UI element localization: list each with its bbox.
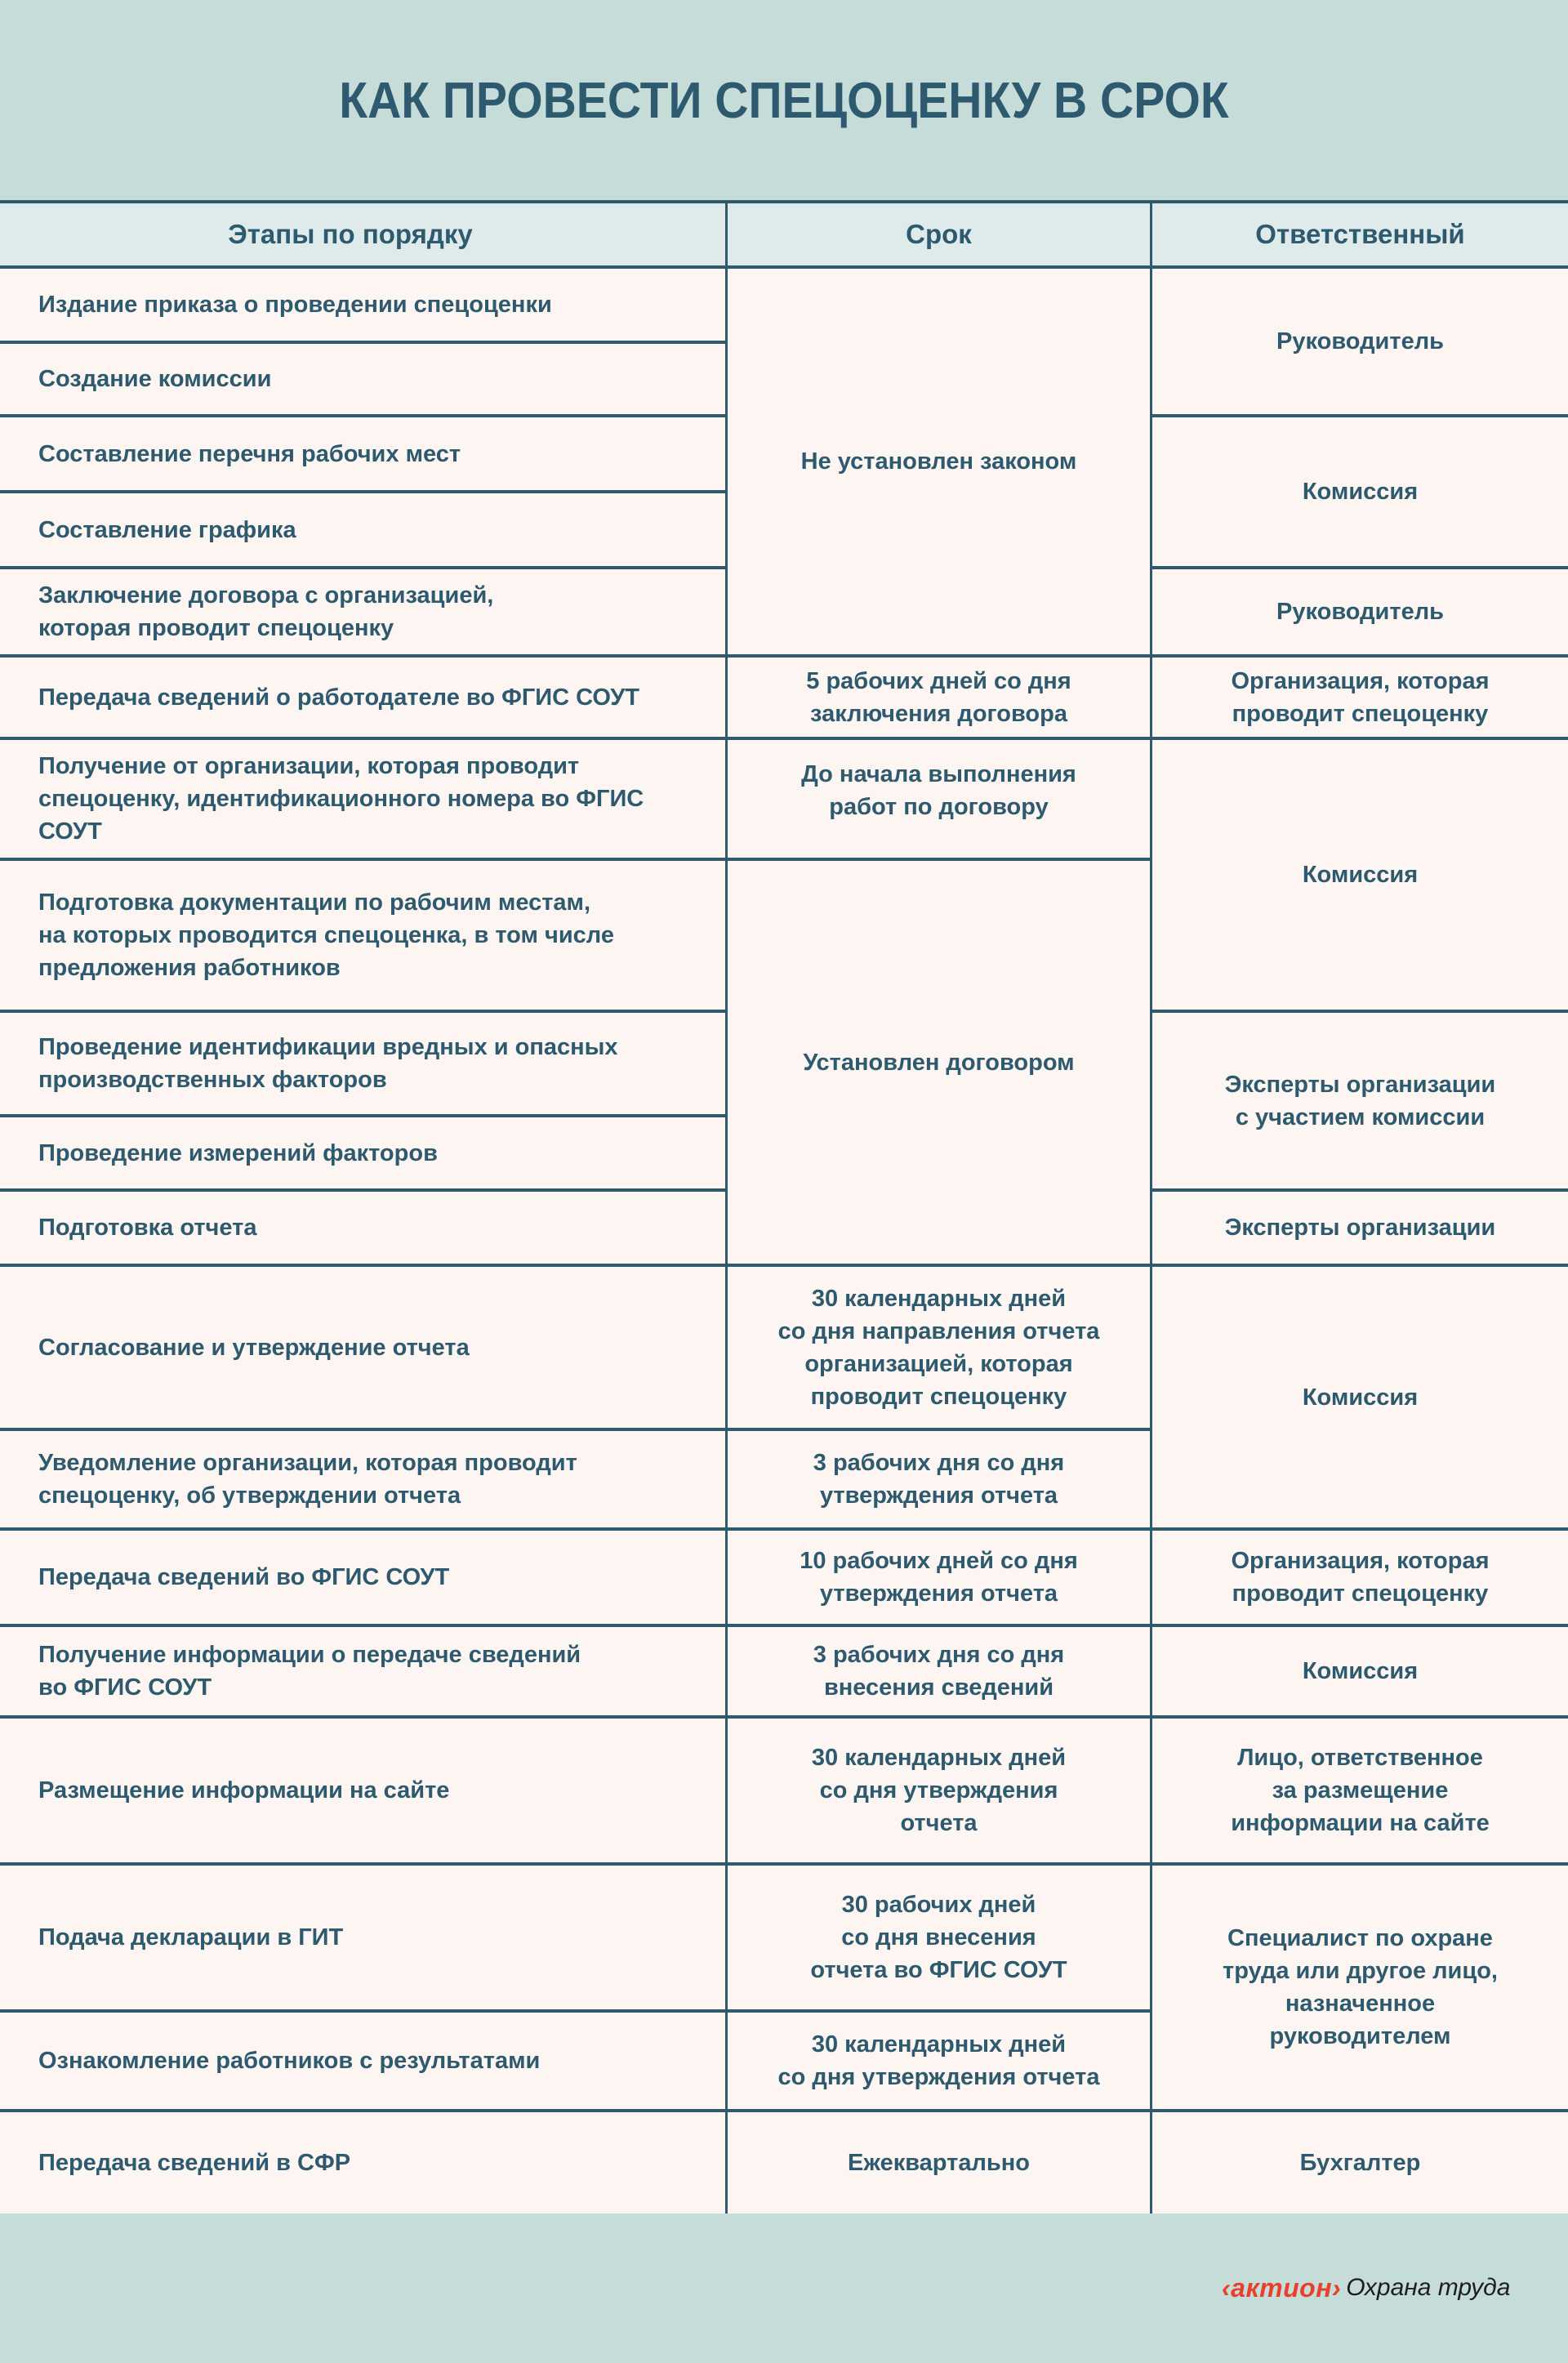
responsible-cell: Комиссия	[1152, 417, 1568, 569]
stage-cell: Проведение измерений факторов	[0, 1117, 728, 1192]
stage-cell: Составление перечня рабочих мест	[0, 417, 728, 493]
stage-cell: Уведомление организации, которая проводит спецоценку, об утверждении отчета	[0, 1431, 728, 1531]
stage-cell: Подготовка отчета	[0, 1192, 728, 1267]
stage-cell: Передача сведений о работодателе во ФГИС СОУТ	[0, 658, 728, 740]
responsible-cell: Комиссия	[1152, 1267, 1568, 1531]
deadline-cell: Не установлен законом	[728, 269, 1152, 658]
deadline-cell: Установлен договором	[728, 861, 1152, 1267]
stage-cell: Создание комиссии	[0, 344, 728, 417]
stage-cell: Подготовка документации по рабочим местам, на которых проводится спецоценка, в том числе предложения работников	[0, 861, 728, 1013]
stage-cell: Составление графика	[0, 493, 728, 569]
responsible-cell: Бухгалтер	[1152, 2112, 1568, 2214]
aktion-logo	[1222, 2272, 1510, 2304]
deadline-cell: 30 рабочих дней со дня внесения отчета во ФГИС СОУТ	[728, 1866, 1152, 2013]
responsible-cell: Комиссия	[1152, 740, 1568, 1013]
deadline-cell: 10 рабочих дней со дня утверждения отчета	[728, 1531, 1152, 1627]
responsible-cell: Руководитель	[1152, 269, 1568, 417]
schedule-table	[0, 200, 1568, 2210]
stage-cell: Ознакомление работников с результатами	[0, 2013, 728, 2112]
deadline-cell: 30 календарных дней со дня направления отчета организацией, которая проводит спецоценку	[728, 1267, 1152, 1431]
stage-cell: Размещение информации на сайте	[0, 1719, 728, 1866]
responsible-cell: Лицо, ответственное за размещение информации на сайте	[1152, 1719, 1568, 1866]
page-title: КАК ПРОВЕСТИ СПЕЦОЦЕНКУ В СРОК	[339, 73, 1229, 129]
stage-cell: Издание приказа о проведении спецоценки	[0, 269, 728, 344]
stage-cell: Получение от организации, которая проводит спецоценку, идентификационного номера во ФГИС СОУТ	[0, 740, 728, 861]
deadline-cell: 5 рабочих дней со дня заключения договора	[728, 658, 1152, 740]
deadline-cell: 30 календарных дней со дня утверждения отчета	[728, 1719, 1152, 1866]
responsible-cell: Комиссия	[1152, 1627, 1568, 1719]
responsible-cell: Эксперты организации с участием комиссии	[1152, 1013, 1568, 1192]
stage-cell: Заключение договора с организацией, которая проводит спецоценку	[0, 569, 728, 658]
stage-cell: Проведение идентификации вредных и опасных производственных факторов	[0, 1013, 728, 1117]
stage-cell: Согласование и утверждение отчета	[0, 1267, 728, 1431]
deadline-cell: 3 рабочих дня со дня внесения сведений	[728, 1627, 1152, 1719]
deadline-cell: Ежеквартально	[728, 2112, 1152, 2214]
responsible-cell: Специалист по охране труда или другое лицо, назначенное руководителем	[1152, 1866, 1568, 2112]
stage-cell: Подача декларации в ГИТ	[0, 1866, 728, 2013]
responsible-cell: Руководитель	[1152, 569, 1568, 658]
responsible-cell: Организация, которая проводит спецоценку	[1152, 1531, 1568, 1627]
stage-cell: Передача сведений во ФГИС СОУТ	[0, 1531, 728, 1627]
stage-cell: Передача сведений в СФР	[0, 2112, 728, 2214]
responsible-cell: Эксперты организации	[1152, 1192, 1568, 1267]
logo-product: Охрана труда	[1346, 2274, 1511, 2301]
responsible-cell: Организация, которая проводит спецоценку	[1152, 658, 1568, 740]
deadline-cell: 30 календарных дней со дня утверждения отчета	[728, 2013, 1152, 2112]
deadline-cell: До начала выполнения работ по договору	[728, 740, 1152, 861]
deadline-cell: 3 рабочих дня со дня утверждения отчета	[728, 1431, 1152, 1531]
column-header-stages: Этапы по порядку	[0, 203, 728, 269]
column-header-responsible: Ответственный	[1152, 203, 1568, 269]
column-header-deadline: Срок	[728, 203, 1152, 269]
stage-cell: Получение информации о передаче сведений во ФГИС СОУТ	[0, 1627, 728, 1719]
logo-brand: ‹актион›	[1222, 2272, 1342, 2303]
